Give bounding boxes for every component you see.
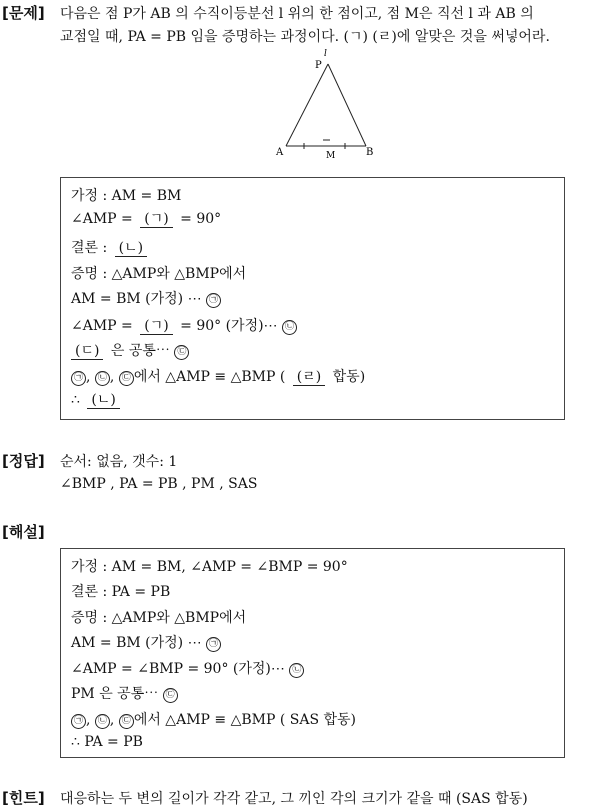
explanation-line-4 xyxy=(71,632,221,652)
circled-3-icon: ㉢ xyxy=(119,714,134,729)
proof-line-5a: AM = BM (가정) ⋯ xyxy=(71,291,202,307)
label-P: P xyxy=(315,60,322,71)
circled-2-icon: ㉡ xyxy=(95,714,110,729)
hint-text: 대응하는 두 변의 길이가 각각 같고, 그 끼인 각의 크기가 같을 때 (SAS 합동) xyxy=(60,791,528,807)
blank-c: (ㄷ) xyxy=(71,344,103,360)
circled-2-icon: ㉡ xyxy=(289,663,304,678)
proof-line-6a: ∠AMP = xyxy=(71,318,133,334)
proof-line-8d: 합동) xyxy=(332,369,366,385)
proof-box xyxy=(60,177,565,420)
triangle-figure xyxy=(268,48,378,160)
label-A: A xyxy=(276,147,284,158)
proof-line-8b: 에서 △AMP ≡ △BMP ( xyxy=(133,369,286,385)
blank-b: (ㄴ) xyxy=(115,241,147,257)
explanation-line-2: 결론 : PA = PB xyxy=(71,584,171,600)
proof-line-8a: , xyxy=(86,369,95,385)
circled-3-icon: ㉢ xyxy=(119,371,134,386)
blank-b-2: (ㄴ) xyxy=(87,393,119,409)
proof-line-8a: , xyxy=(109,369,119,385)
answer-line-2: ∠BMP , PA = PB , PM , SAS xyxy=(60,476,258,492)
explanation-line-1: 가정 : AM = BM, ∠AMP = ∠BMP = 90° xyxy=(71,559,348,575)
explanation-tag: [해설] xyxy=(2,523,45,541)
label-l: l xyxy=(324,49,327,59)
blank-a-2: (ㄱ) xyxy=(140,319,172,335)
explanation-line-7a: 에서 △AMP ≡ △BMP ( SAS 합동) xyxy=(133,712,356,728)
proof-line-6c: = 90° (가정)⋯ xyxy=(180,318,278,334)
blank-a: (ㄱ) xyxy=(140,212,172,228)
explanation-line-3: 증명 : △AMP와 △BMP에서 xyxy=(71,610,247,626)
explanation-box xyxy=(60,548,565,758)
circled-3-icon: ㉢ xyxy=(163,688,178,703)
explanation-line-6a: PM 은 공통⋯ xyxy=(71,686,159,702)
circled-1-icon: ㉠ xyxy=(206,637,221,652)
proof-line-2a: ∠AMP = xyxy=(71,211,133,227)
proof-line-7 xyxy=(71,340,189,360)
explanation-line-5 xyxy=(71,658,304,678)
explanation-line-8: ∴ PA = PB xyxy=(71,734,143,750)
circled-3-icon: ㉢ xyxy=(174,345,189,360)
circled-1-icon: ㉠ xyxy=(71,714,86,729)
explanation-line-6 xyxy=(71,683,178,703)
blank-d: (ㄹ) xyxy=(293,370,325,386)
circled-1-icon: ㉠ xyxy=(71,371,86,386)
proof-line-6 xyxy=(71,315,297,335)
explanation-line-5a: ∠AMP = ∠BMP = 90° (가정)⋯ xyxy=(71,661,285,677)
label-B: B xyxy=(366,147,374,158)
answer-line-1: 순서: 없음, 갯수: 1 xyxy=(60,454,178,470)
proof-line-2 xyxy=(71,211,221,228)
problem-line-2: 교점일 때, PA = PB 임을 증명하는 과정이다. (ㄱ) (ㄹ)에 알맞은 것을 써넣어라. xyxy=(60,29,550,45)
problem-tag: [문제] xyxy=(2,4,45,22)
hint-tag: [힌트] xyxy=(2,789,45,807)
answer-tag: [정답] xyxy=(2,452,45,470)
circled-2-icon: ㉡ xyxy=(282,320,297,335)
label-M: M xyxy=(326,151,336,160)
explanation-line-4a: AM = BM (가정) ⋯ xyxy=(71,635,202,651)
explanation-line-7: ㉠ , ㉡ , ㉢ 에서 △AMP ≡ △BMP ( SAS 합동) xyxy=(71,709,356,729)
problem-line-1: 다음은 점 P가 AB 의 수직이등분선 l 위의 한 점이고, 점 M은 직선 l 과 AB 의 xyxy=(60,6,534,22)
proof-line-3a: 결론 : xyxy=(71,240,108,256)
proof-line-8 xyxy=(71,366,365,386)
proof-line-4: 증명 : △AMP와 △BMP에서 xyxy=(71,266,247,282)
proof-line-9 xyxy=(71,392,123,409)
proof-line-7b: 은 공통⋯ xyxy=(110,343,170,359)
proof-line-2c: = 90° xyxy=(180,211,222,227)
proof-line-5 xyxy=(71,288,221,308)
circled-2-icon: ㉡ xyxy=(95,371,110,386)
therefore-symbol: ∴ xyxy=(71,392,80,408)
proof-line-1: 가정 : AM = BM xyxy=(71,188,182,204)
circled-1-icon: ㉠ xyxy=(206,293,221,308)
proof-line-3 xyxy=(71,237,150,257)
